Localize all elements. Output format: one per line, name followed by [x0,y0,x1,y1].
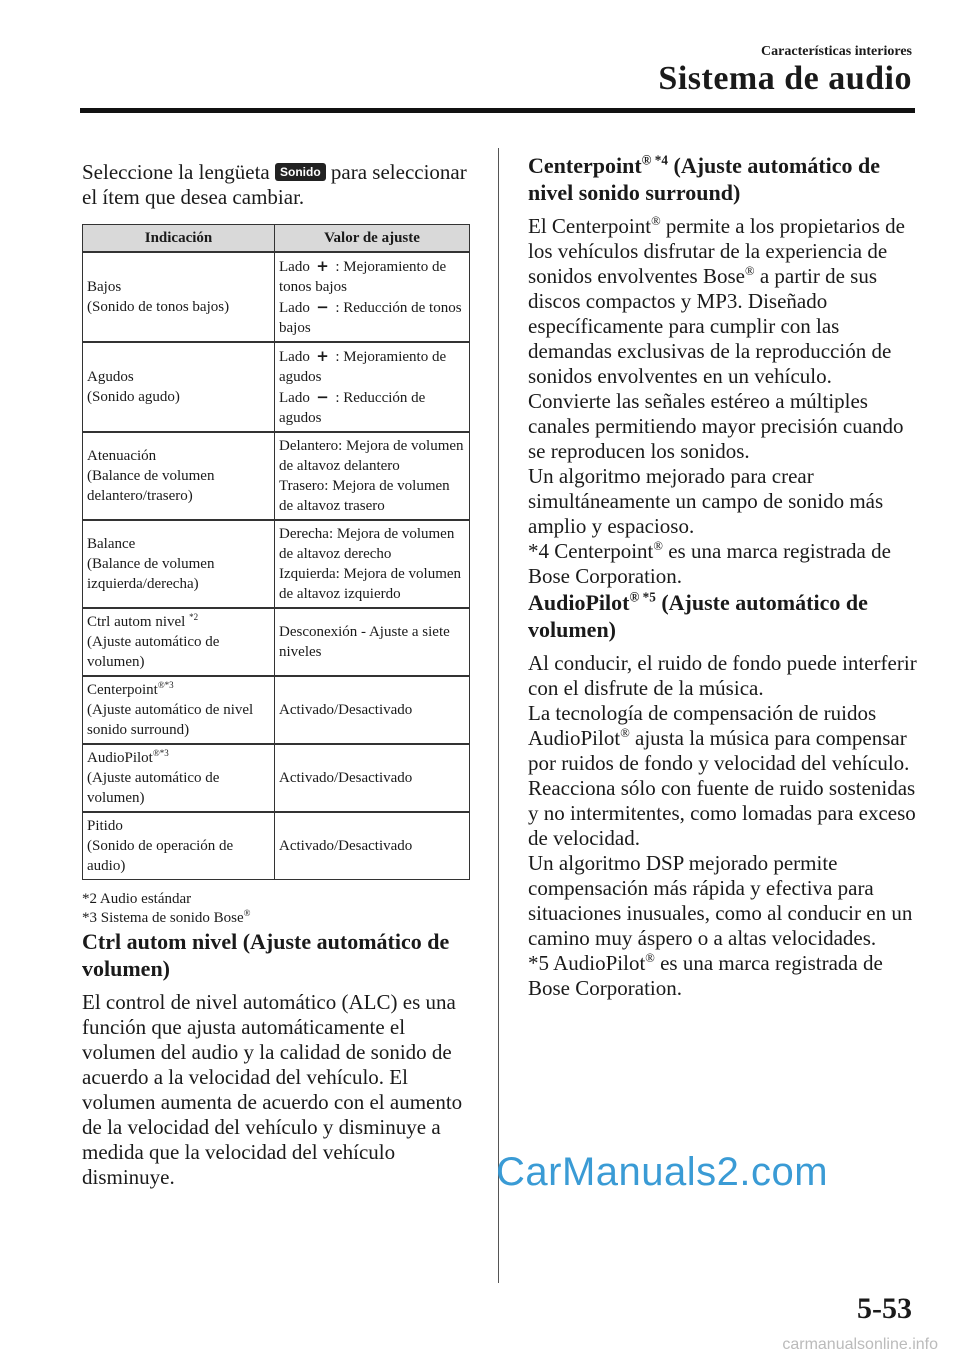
cp-p1-sup2: ® [744,264,755,278]
table-row [83,520,470,608]
centerpoint-desc: (Ajuste automático de nivel sonido surround) [87,702,254,738]
centerpoint-sup: ®*3 [157,680,174,690]
row-ctrl-value: Desconexión - Ajuste a siete niveles [275,608,470,676]
cp-heading-sup: ® *4 [641,152,668,168]
audiopilot-heading [528,589,918,643]
row-centerpoint-label [83,676,275,744]
watermark-logo: CarManuals2.com [496,1150,829,1194]
bajos-minus-text: : Reducción de tonos bajos [279,300,462,336]
table-row [83,252,470,342]
row-audiopilot-value: Activado/Desactivado [275,744,470,812]
ap-p2-a: La tecnología de compensación de ruidos AudioPilot [528,701,877,750]
header-section-label: Características interiores [761,44,912,59]
row-atenuacion-label: Atenuación (Balance de volumen delantero/trasero) [83,432,275,520]
cp-p1-c: a partir de sus discos compactos y MP3. Diseñado específicamente para cumplir con las demandas exclusivas de la reproducción de sonidos envolventes en un vehículo. [528,264,892,388]
cp-p4-a: *4 Centerpoint [528,539,654,563]
centerpoint-heading [528,152,918,206]
audiopilot-desc: (Ajuste automático de volumen) [87,770,220,806]
centerpoint-para-1 [528,214,918,389]
footnote-3-text: *3 Sistema de sonido Bose [82,910,244,926]
site-watermark: carmanualsonline.info [782,1336,938,1353]
left-column [82,160,472,1190]
minus-icon: − [316,298,329,316]
ap-heading-sup: ® *5 [629,589,656,605]
intro-text [82,160,472,210]
centerpoint-para-3: Un algoritmo mejorado para crear simultáneamente un campo de sonido más amplio y espacioso. [528,464,884,538]
lado-label: Lado [279,300,310,316]
ctrl-name: Ctrl autom nivel [87,614,190,630]
table-row [83,676,470,744]
audiopilot-para-4: Un algoritmo DSP mejorado permite compensación más rápida y efectiva para situaciones inusuales, como al conducir en un camino muy áspero o a altas velocidades. [528,851,913,950]
bajos-minus-line [279,297,465,338]
centerpoint-para-2: Convierte las señales estéreo a múltiples canales permitiendo mayor precisión cuando se reproducen los sonidos. [528,389,904,463]
plus-icon: + [316,257,329,275]
ap-p5-b: es una marca registrada de Bose Corporation. [528,951,883,1000]
ap-p2-b: ajusta la música para compensar por ruidos de fondo y velocidad del vehículo. [528,726,910,775]
intro-after: para seleccionar el ítem que desea cambiar. [82,160,467,209]
cp-heading-a: Centerpoint [528,153,642,178]
centerpoint-para-4 [528,539,918,589]
page-number: 5-53 [857,1292,912,1325]
bajos-plus-text: : Mejoramiento de tonos bajos [279,259,447,295]
row-balance-value: Derecha: Mejora de volumen de altavoz derecho Izquierda: Mejora de volumen de altavoz izquierdo [275,520,470,608]
agudos-minus-text: : Reducción de agudos [279,390,426,426]
footnote-3 [82,909,472,928]
row-agudos-value [275,342,470,432]
intro-before: Seleccione la lengüeta [82,160,275,184]
row-agudos-label: Agudos (Sonido agudo) [83,342,275,432]
lado-label: Lado [279,259,310,275]
table-row [83,744,470,812]
bajos-plus-line [279,256,465,297]
footnote-2: *2 Audio estándar [82,891,192,907]
ctrl-desc: (Ajuste automático de volumen) [87,634,220,670]
cp-p1-b: permite a los propietarios de los vehículos disfrutar de la experiencia de sonidos envolventes Bose [528,214,905,288]
audiopilot-sup: ®*3 [152,748,169,758]
right-column [528,152,918,1001]
ap-p2-sup: ® [620,726,630,740]
lado-label: Lado [279,349,310,365]
row-audiopilot-label [83,744,275,812]
settings-table [82,224,470,880]
audiopilot-para-1: Al conducir, el ruido de fondo puede interferir con el disfrute de la música. [528,651,917,700]
ctrl-heading: Ctrl autom nivel (Ajuste automático de volumen) [82,929,450,981]
header-rule [80,108,915,113]
ap-p5-a: *5 AudioPilot [528,951,646,975]
lado-label: Lado [279,390,310,406]
minus-icon: − [316,388,329,406]
table-row [83,608,470,676]
row-pitido-value: Activado/Desactivado [275,812,470,880]
cp-p4-sup: ® [653,539,663,553]
row-pitido-label: Pitido (Sonido de operación de audio) [83,812,275,880]
row-ctrl-label [83,608,275,676]
column-divider [498,148,499,1283]
cp-heading-b: (Ajuste automático de nivel sonido surround) [528,153,881,205]
audiopilot-name: AudioPilot [87,750,153,766]
table-header-valor: Valor de ajuste [275,225,470,253]
table-header-row [83,225,470,253]
agudos-minus-line [279,387,465,428]
row-centerpoint-value: Activado/Desactivado [275,676,470,744]
cp-p1-sup1: ® [651,214,661,228]
table-row [83,432,470,520]
ap-heading-a: AudioPilot [528,590,630,615]
cp-p1-a: El Centerpoint [528,214,652,238]
cp-p4-b: es una marca registrada de Bose Corporation. [528,539,891,588]
audiopilot-para-5 [528,951,918,1001]
table-footnotes [82,890,472,928]
sonido-tab-badge: Sonido [275,163,326,181]
ap-p5-sup: ® [645,951,655,965]
row-bajos-label: Bajos (Sonido de tonos bajos) [83,252,275,342]
table-header-indicacion: Indicación [83,225,275,253]
centerpoint-name: Centerpoint [87,682,158,698]
ctrl-body: El control de nivel automático (ALC) es una función que ajusta automáticamente el volumen del audio y la calidad de sonido de acuerdo a la velocidad del vehículo. El volumen aumenta de acuerdo con el aumento de la velocidad del vehículo y disminuye a medida que la velocidad del vehículo disminuye. [82,990,463,1189]
page-header-title: Sistema de audio [658,60,912,97]
agudos-plus-line [279,346,465,387]
row-atenuacion-value: Delantero: Mejora de volumen de altavoz delantero Trasero: Mejora de volumen de altavoz trasero [275,432,470,520]
footnote-3-sup: ® [243,908,251,918]
audiopilot-para-3: Reacciona sólo con fuente de ruido sostenidas y no intermitentes, como lomadas para exceso de velocidad. [528,776,916,850]
table-row [83,342,470,432]
plus-icon: + [316,347,329,365]
audiopilot-para-2 [528,701,918,776]
row-balance-label: Balance (Balance de volumen izquierda/derecha) [83,520,275,608]
ctrl-sup: *2 [189,612,199,622]
row-bajos-value [275,252,470,342]
table-row [83,812,470,880]
ap-heading-b: (Ajuste automático de volumen) [528,590,868,642]
agudos-plus-text: : Mejoramiento de agudos [279,349,447,385]
